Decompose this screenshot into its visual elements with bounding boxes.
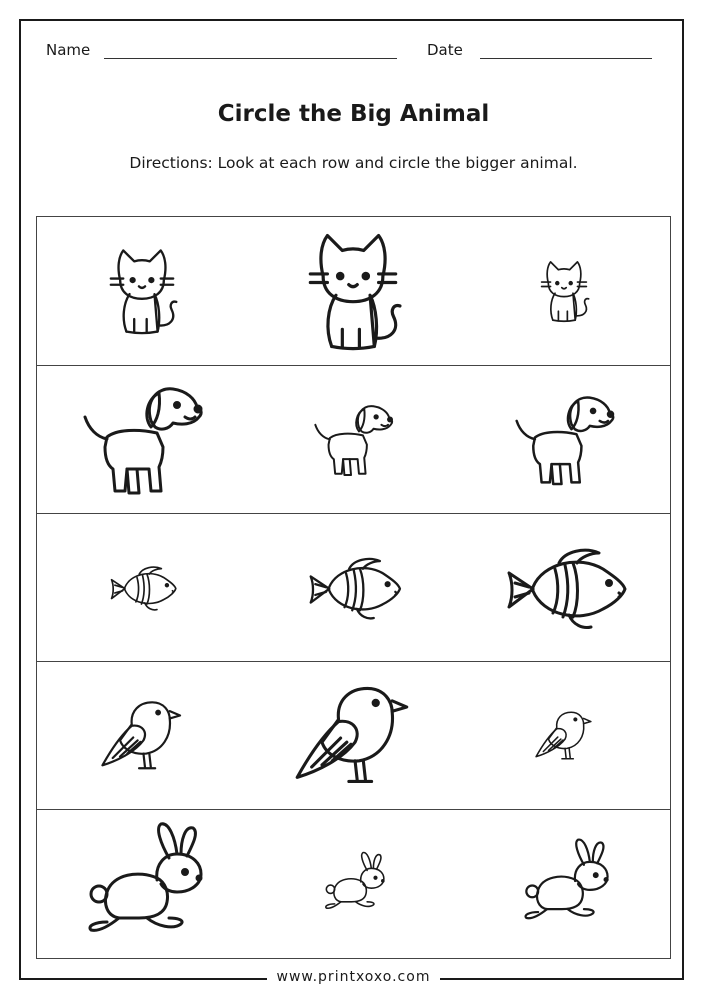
date-field[interactable] [480,58,652,59]
dog-option-1[interactable] [37,366,248,514]
cat-option-1[interactable] [37,217,248,365]
fish-icon [499,540,629,636]
row-fish [37,513,670,662]
row-dog [37,365,670,514]
animal-grid [36,216,671,959]
row-bird [37,661,670,810]
dog-option-3[interactable] [459,366,670,514]
fish-option-1[interactable] [37,514,248,662]
bird-icon [533,707,595,765]
cat-option-2[interactable] [248,217,459,365]
name-label: Name [46,41,91,59]
row-rabbit [37,809,670,958]
worksheet-title: Circle the Big Animal [217,101,490,127]
dog-icon [310,401,396,479]
row-cat [37,217,670,365]
rabbit-option-3[interactable] [459,810,670,958]
dog-icon [77,381,207,499]
cat-icon [299,227,407,355]
fish-icon [106,563,178,613]
fish-option-2[interactable] [248,514,459,662]
dog-icon [510,391,618,489]
bird-option-1[interactable] [37,662,248,810]
cat-option-3[interactable] [459,217,670,365]
fish-icon [303,553,403,623]
date-label: Date [427,41,463,59]
rabbit-icon [516,838,612,930]
bird-option-2[interactable] [248,662,459,810]
bird-option-3[interactable] [459,662,670,810]
cat-icon [103,243,181,339]
bird-icon [98,695,186,777]
bird-icon [291,678,415,794]
directions-text: Directions: Look at each row and circle the bigger animal. [129,154,578,172]
dog-option-2[interactable] [248,366,459,514]
website-url[interactable]: www.printxoxo.com [267,969,441,985]
footer [0,966,707,985]
cat-icon [536,257,592,325]
rabbit-icon [77,822,207,946]
rabbit-icon [319,851,387,917]
rabbit-option-2[interactable] [248,810,459,958]
rabbit-option-1[interactable] [37,810,248,958]
fish-option-3[interactable] [459,514,670,662]
name-field[interactable] [104,58,397,59]
